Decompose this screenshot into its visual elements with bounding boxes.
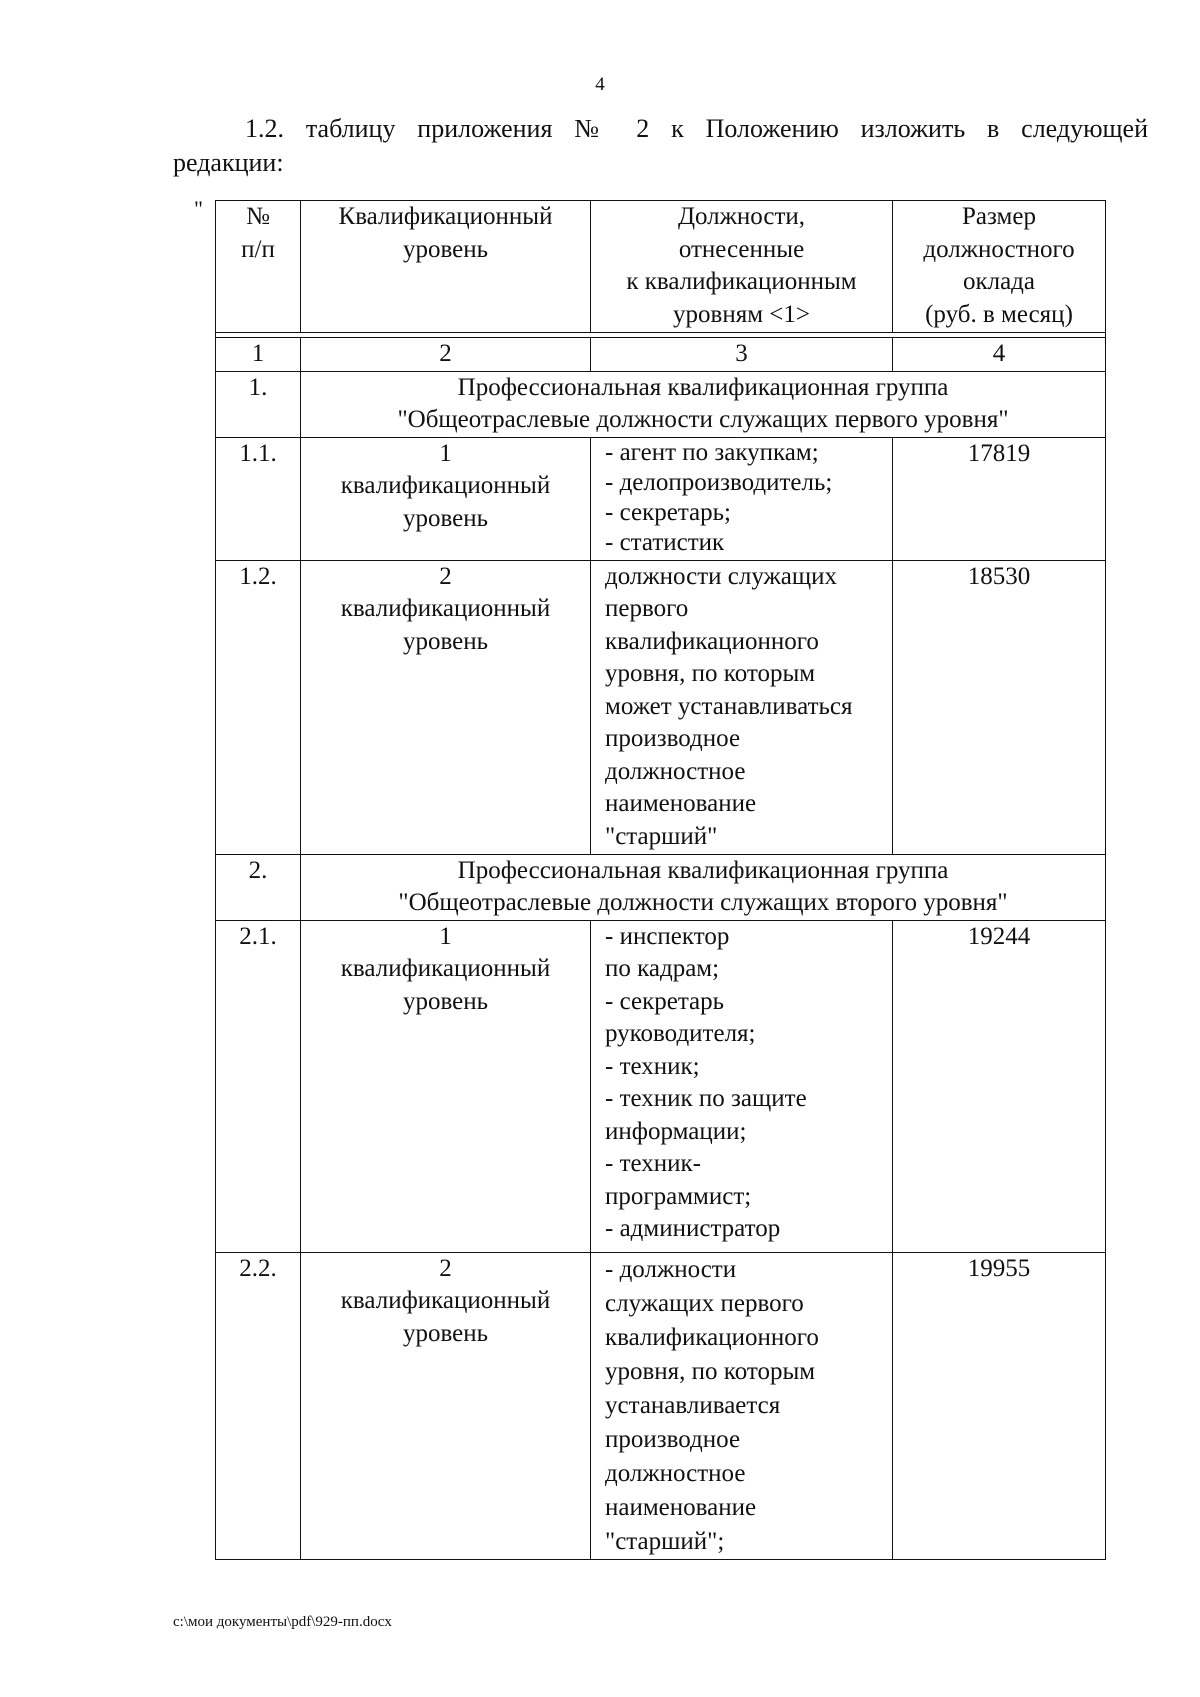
page-number: 4 xyxy=(595,74,605,95)
group-title: Профессиональная квалификационная группа "Общеотраслевые должности служащих второго уровня" xyxy=(301,854,1106,920)
row-num: 1.1. xyxy=(216,437,301,560)
row-salary: 18530 xyxy=(893,560,1106,854)
row-num: 2.1. xyxy=(216,920,301,1252)
row-level: 2 квалификационный уровень xyxy=(301,560,591,854)
group-num: 1. xyxy=(216,371,301,437)
group-row xyxy=(216,854,1106,920)
row-level: 1 квалификационный уровень xyxy=(301,437,591,560)
intro-line-2: редакции: xyxy=(173,148,284,177)
group-num: 2. xyxy=(216,854,301,920)
row-salary: 19244 xyxy=(893,920,1106,1252)
intro-line-1: 1.2. таблицу приложения № 2 к Положению изложить в следующей xyxy=(245,114,1148,143)
header-positions: Должности, отнесенные к квалификационным уровням <1> xyxy=(591,201,893,333)
table-row xyxy=(216,560,1106,854)
footer-file-path: c:\мои документы\pdf\929-пп.docx xyxy=(173,1614,392,1630)
table-header-row xyxy=(216,201,1106,333)
row-positions: - должности служащих первого квалификационного уровня, по которым устанавливается производное должностное наименование "старший"; xyxy=(591,1252,893,1559)
header-num: № п/п xyxy=(216,201,301,333)
row-salary: 19955 xyxy=(893,1252,1106,1559)
column-number: 3 xyxy=(591,338,893,372)
column-number: 2 xyxy=(301,338,591,372)
intro-paragraph xyxy=(173,112,1148,180)
group-row xyxy=(216,371,1106,437)
row-positions: - агент по закупкам; - делопроизводитель; - секретарь; - статистик xyxy=(591,437,893,560)
row-positions: должности служащих первого квалификационного уровня, по которым может устанавливаться производное должностное наименование "старший" xyxy=(591,560,893,854)
row-num: 1.2. xyxy=(216,560,301,854)
header-level: Квалификационный уровень xyxy=(301,201,591,333)
table-row xyxy=(216,920,1106,1252)
group-title: Профессиональная квалификационная группа "Общеотраслевые должности служащих первого уровня" xyxy=(301,371,1106,437)
row-num: 2.2. xyxy=(216,1252,301,1559)
table-row xyxy=(216,437,1106,560)
row-level: 1 квалификационный уровень xyxy=(301,920,591,1252)
row-salary: 17819 xyxy=(893,437,1106,560)
column-number: 4 xyxy=(893,338,1106,372)
row-positions: - инспектор по кадрам; - секретарь руководителя; - техник; - техник по защите информации; - техник- программист; - администратор xyxy=(591,920,893,1252)
column-number-row xyxy=(216,338,1106,372)
row-level: 2 квалификационный уровень xyxy=(301,1252,591,1559)
header-salary: Размер должностного оклада (руб. в месяц) xyxy=(893,201,1106,333)
opening-quote-mark: " xyxy=(194,196,203,221)
table-row xyxy=(216,1252,1106,1559)
salary-table xyxy=(215,200,1106,1560)
column-number: 1 xyxy=(216,338,301,372)
